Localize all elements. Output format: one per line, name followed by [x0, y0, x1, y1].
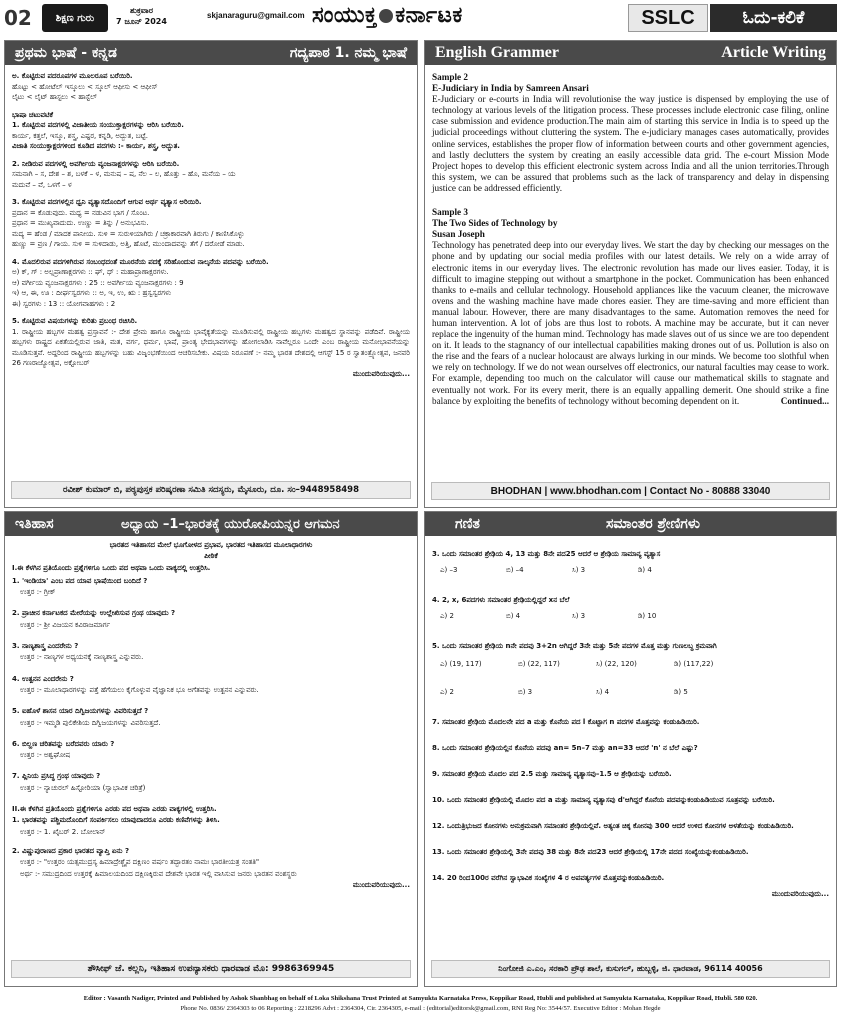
kn-line: 3. ಕೊಟ್ಟಿರುವ ಪದಗಳಲ್ಲಿನ ಧ್ವನಿ ವ್ಯತ್ಯಾಸದೊಂದಿಗೆ ಆಗುವ ಅರ್ಥ ವ್ಯತ್ಯಾಸ ಅರಿಯಿರಿ. [12, 198, 202, 206]
math-header-left: ಗಣಿತ [455, 516, 480, 532]
option: ಬಿ) 3 [518, 688, 533, 696]
option: ಡಿ) 10 [638, 612, 657, 620]
kannada-content [12, 71, 410, 379]
option: ಡಿ) (117,22) [674, 660, 714, 668]
english-header-right: Article Writing [721, 44, 826, 61]
history-author-footer: ತೌಸೀಫ್ ಜೆ. ಕಲ್ಲನಿ, ಇತಿಹಾಸ ಉಪನ್ಯಾಸಕರು ಧಾರವಾಡ ಮೊ: 9986369945 [11, 960, 411, 978]
sample3-author: Susan Joseph [432, 229, 485, 240]
section-badge: ಓದು-ಕಲಿಕೆ [710, 4, 837, 32]
answer: ಉತ್ತರ :- "ಉತ್ತರಂ ಯತ್ಸಮುದ್ರಸ್ಯ ಹಿಮಾದ್ರೇಶ್ಚೈವ ದಕ್ಷಿಣಂ ವರ್ಷಂ ತದ್ಭಾರತಂ ನಾಮಃ ಭಾರತೀಯತ್ರ ಸಂತತಿ" [20, 858, 260, 867]
kannada-continued: ಮುಂದುವರಿಯುವುದು... [352, 369, 410, 378]
history-header-left: ಇತಿಹಾಸ [15, 516, 54, 532]
math-question: 8. ಒಂದು ಸಮಾಂತರ ಶ್ರೇಢಿಯಲ್ಲಿನ ಕೊನೆಯ ಪದವು an= 5n–7 ಮತ್ತು an=33 ಆದರೆ 'n' ನ ಬೆಲೆ ಎಷ್ಟು? [432, 744, 698, 752]
answer: ಉತ್ತರ :- ಶ್ರೀ ವಿಜಯನ ಕವಿರಾಜಮಾರ್ಗ [20, 620, 111, 629]
english-continued: Continued... [780, 395, 829, 406]
newspaper-name [312, 3, 463, 28]
paper-name-left: ಸಂಯುಕ್ತ [312, 3, 378, 28]
imprint-line-1: Editor : Vasanth Nadiger, Printed and Published by Ashok Shanbhag on behalf of Loka Shikshana Trust Printed at Samyukta Karnataka Press, Koppikar Road, Hubli and published at Samyukta Karnataka, Koppikar Road, Hubli. 580 020. [83, 995, 758, 1002]
math-author-footer: ನಿಂಗೋಜಿ ಎ.ಎಂ, ಸರಕಾರಿ ಪ್ರೌಢ ಶಾಲೆ, ಕುಸುಗಲ್, ಹುಬ್ಬಳ್ಳಿ, ಜಿ. ಧಾರವಾಡ, 96114 40056 [431, 960, 830, 978]
kn-line: ಇ) ಆ, ಈ, ಊ : ದೀರ್ಘಸ್ವರಗಳು :: ಅ, ಇ, ಉ, ಋ : ಹ್ರಸ್ವಸ್ವರಗಳು [12, 289, 172, 297]
history-content [12, 540, 410, 891]
kn-line: ಕಾರ್ಯ, ಕತ್ತಲೆ, ಇಸ್ಕೂ, ಶಸ್ತ್ರ, ಎಷ್ಟರ, ಕನ್ನಡಿ, ಅದ್ಭುತ, ಬಟ್ಟೆ. [12, 131, 148, 140]
math-question: 7. ಸಮಾಂತರ ಶ್ರೇಢಿಯ ಮೊದಲನೇ ಪದ a ಮತ್ತು ಕೊನೆಯ ಪದ l ಕೊಟ್ಟಾಗ n ಪದಗಳ ಮೊತ್ತವನ್ನು ಕಂಡುಹಿಡಿಯಿರಿ. [432, 718, 700, 726]
imprint [0, 994, 841, 1014]
question: 7. ಪ್ಲಿನಿಯ ಪ್ರಸಿದ್ಧ ಗ್ರಂಥ ಯಾವುದು ? [12, 772, 101, 781]
option: ಡಿ) 4 [638, 566, 652, 574]
option: ಸಿ) 4 [596, 688, 610, 696]
date-label: 7 ಜೂನ್ 2024 [116, 17, 167, 26]
math-question: 5. ಒಂದು ಸಮಾಂತರ ಶ್ರೇಢಿಯ nನೇ ಪದವು 3+2n ಆಗಿದ್ದರೆ 3ನೇ ಮತ್ತು 5ನೇ ಪದಗಳ ಮೊತ್ತ ಮತ್ತು ಗುಣಲಬ್ಧ ಕ್ರಮವಾಗಿ [432, 642, 717, 650]
question: 2. ಪ್ರಾಚೀನ ಕರ್ನಾಟಕದ ಮೇರೆಯನ್ನು ಉಲ್ಲೇಖಿಸುವ ಗ್ರಂಥ ಯಾವುದು ? [12, 609, 176, 618]
kannada-author-footer: ರವೀಶ್ ಕುಮಾರ್ ಬಿ, ಪಠ್ಯಪುಸ್ತಕ ಪರಿಷ್ಕರಣಾ ಸಮಿತಿ ಸದಸ್ಯರು, ಮೈಸೂರು, ದೂ. ಸಂ–9448958498 [11, 481, 411, 499]
math-question: 12. ಒಂದುತ್ರಿಭುಜದ ಕೋನಗಳು ಅನುಕ್ರಮವಾಗಿ ಸಮಾಂತರ ಶ್ರೇಢಿಯಲ್ಲಿವೆ. ಅತ್ಯಂತ ಚಿಕ್ಕ ಕೋನವು 300 ಆದರೆ ಉಳಿದ ಕೋನಗಳ ಅಳತೆಯನ್ನು ಕಂಡುಹಿಡಿಯಿರಿ. [432, 822, 794, 830]
answer: ಉತ್ತರ :- ನಾಣ್ಯಗಳ ಅಧ್ಯಯನಕ್ಕೆ ನಾಣ್ಯಶಾಸ್ತ್ರ ಎನ್ನುವರು. [20, 653, 144, 662]
day-label: ಶುಕ್ರವಾರ [129, 6, 153, 15]
shikshana-guru-logo: ಶಿಕ್ಷಣ ಗುರು [42, 4, 108, 32]
kn-line: ಹುಣ್ಣು = ವ್ರಣ / ಗಾಯ. ಸುಳಿ = ಸುಳಿದಾಡು, ಅತ್ತಿ, ಹೊಟೆ, ಮುಂದಾದವನ್ನು ತೆಗೆ / ದರೋಡೆ ಮಾಡು. [12, 240, 245, 248]
sample2-title: Sample 2 [432, 72, 468, 82]
sslc-badge: SSLC [628, 4, 708, 32]
option: ಎ) 2 [440, 612, 454, 620]
english-header-left: English Grammer [435, 44, 559, 61]
math-header [425, 512, 836, 536]
history-section2: II.ಈ ಕೆಳಗಿನ ಪ್ರತಿಯೊಂದು ಪ್ರಶ್ನೆಗಳಿಗೂ ಎರಡು ಪದ ಅಥವಾ ಎರಡು ವಾಕ್ಯಗಳಲ್ಲಿ ಉತ್ತರಿಸಿ. [12, 805, 217, 814]
option: ಎ) 2 [440, 688, 454, 696]
option: ಬಿ) –4 [506, 566, 524, 574]
history-header [5, 512, 417, 536]
answer: ಉತ್ತರ :- 1. ಖೈಬರ್ 2. ಬೋಲಾನ್ [20, 827, 106, 836]
page-number: 02 [4, 6, 32, 30]
kn-line: 4. ಮೊದಲಿರುವ ಪದಗಳಿಗಿರುವ ಸಂಬಂಧದಂತೆ ಮೂರನೆಯ ಪದಕ್ಕೆ ಸರಿಹೊಂದುವ ನಾಲ್ಕನೆಯ ಪದವನ್ನು ಬರೆಯಿರಿ. [12, 257, 269, 266]
kn-line: ಮದ್ಯ = ಹೆಂಡ / ಮಾದಕ ಪಾನೀಯ. ಸುಳಿ = ಸುರುಳಿಯಾಗಿರು / ಚಕ್ರಾಕಾರವಾಗಿ ತಿರುಗು / ಕಾಣಿಸಿಕೊಳ್ಳು [12, 229, 245, 238]
history-section1: I.ಈ ಕೆಳಗಿನ ಪ್ರತಿಯೊಂದು ಪ್ರಶ್ನೆಗಳಿಗೂ ಒಂದು ಪದ ಅಥವಾ ಒಂದು ವಾಕ್ಯದಲ್ಲಿ ಉತ್ತರಿಸಿ. [12, 563, 211, 572]
answer: ಉತ್ತರ :- ಅಶ್ವಘೋಷ [20, 751, 71, 760]
kn-line: ಪ್ರದಾನ = ಕೊಡುವುದು. ಮಧ್ಯ = ನಡುವಿನ ಭಾಗ / ಸೊಂಟ. [12, 208, 150, 217]
math-options [432, 658, 829, 670]
kn-line: 5. ಕೊಟ್ಟಿರುವ ವಿಷಯಗಳನ್ನು ಕುರಿತು ಪ್ರಬಂಧ ರಚಿಸಿರಿ. [12, 317, 138, 325]
math-header-right: ಸಮಾಂತರ ಶ್ರೇಣಿಗಳು [605, 516, 700, 532]
option: ಬಿ) 4 [506, 612, 521, 620]
answer-meaning: ಅರ್ಥ :- ಸಮುದ್ರದಿಂದ ಉತ್ತರಕ್ಕೆ ಹಿಮಾಲಯದಿಂದ ದಕ್ಷಿಣಕ್ಕಿರುವ ದೇಶವೇ ಭಾರತ ಇಲ್ಲಿ ವಾಸಿಸುವ ಜನರು ಭಾರತನ ವಂಶಸ್ಥರು [20, 869, 297, 878]
date-block [116, 5, 167, 27]
option: ಬಿ) (22, 117) [518, 660, 560, 668]
math-options [432, 610, 829, 622]
english-panel [424, 40, 837, 508]
math-options [432, 564, 829, 576]
kn-line: ಹೊಟ್ಟು < ಹೋಟೆಲ್ ಇಸ್ಕೂಲು < ಸ್ಕೂಲ್ ಆಫೀಸು < ಆಫೀಸ್ [12, 82, 158, 91]
question: 1. 'ಇಂಡಿಯಾ' ಎಂಬ ಪದ ಯಾವ ಭಾಷೆಯಿಂದ ಬಂದಿದೆ ? [12, 576, 148, 585]
question: 5. ಐಹೊಳೆ ಶಾಸನ ಯಾರ ದಿಗ್ವಿಜಯಗಳನ್ನು ವಿವರಿಸುತ್ತದೆ ? [12, 707, 149, 716]
english-header [425, 41, 836, 65]
history-intro2: ಪೀಠಿಕೆ [204, 552, 218, 561]
english-content [432, 72, 829, 407]
history-panel [4, 511, 418, 987]
history-header-right: ಅಧ್ಯಾಯ –1–ಭಾರತಕ್ಕೆ ಯುರೋಪಿಯನ್ನರ ಆಗಮನ [121, 516, 340, 532]
math-question: 4. 2, x, 6ಪದಗಳು ಸಮಾಂತರ ಶ್ರೇಢಿಯಲ್ಲಿದ್ದರೆ xನ ಬೆಲೆ [432, 596, 570, 604]
sample3-heading: The Two Sides of Technology by [432, 218, 558, 229]
answer: ಉತ್ತರ :- ಗ್ರೀಕ್ [20, 588, 56, 597]
kannada-header-left: ಪ್ರಥಮ ಭಾಷೆ - ಕನ್ನಡ [15, 45, 117, 61]
kn-line: ವಿಜಾತಿ ಸಂಯುಕ್ತಾಕ್ಷರಗಳಿಂದ ಕೂಡಿದ ಪದಗಳು :- ಕಾರ್ಯ, ಶಸ್ತ್ರ, ಅದ್ಭುತ. [12, 142, 180, 150]
imprint-line-2: Phone No. 0836/ 2364303 to 06 Reporting : 2218296 Advt : 2364304, Cir. 2364305, e-mail : (editorial)editorsk@gmail.com, RNI Reg No: 3544/57. Executive Editor : Mohan Hegde [180, 1005, 661, 1012]
option: ಸಿ) (22, 120) [596, 660, 637, 668]
emblem-icon [379, 9, 393, 23]
masthead [0, 0, 841, 36]
question: 4. ಉತ್ಖನನ ಎಂದರೇನು ? [12, 674, 74, 683]
email-label: skjanaraguru@gmail.com [207, 11, 305, 20]
kn-line: 2. ನೀಡಿರುವ ಪದಗಳಲ್ಲಿ ಅವರ್ಗೀಯ ವ್ಯಂಜನಾಕ್ಷರಗಳನ್ನು ಆರಿಸಿ ಬರೆಯಿರಿ. [12, 159, 180, 168]
kn-line: ಆ) ವರ್ಗೀಯ ವ್ಯಂಜನಾಕ್ಷರಗಳು : 25 :: ಅವರ್ಗೀಯ ವ್ಯಂಜನಾಕ್ಷರಗಳು : 9 [12, 278, 184, 287]
option: ಎ) –3 [440, 566, 458, 574]
math-panel [424, 511, 837, 987]
kannada-header-right: ಗದ್ಯಪಾಠ 1. ನಮ್ಮ ಭಾಷೆ [289, 45, 407, 61]
math-continued: ಮುಂದುವರಿಯುವುದು... [771, 890, 829, 898]
math-content [432, 548, 829, 900]
math-question: 13. ಒಂದು ಸಮಾಂತರ ಶ್ರೇಢಿಯಲ್ಲಿ 3ನೇ ಪದವು 38 ಮತ್ತು 8ನೇ ಪದ23 ಆದರೆ ಶ್ರೇಢಿಯಲ್ಲಿ 17ನೇ ಪದದ ಸಂಖ್ಯೆಯನ್ನುಕಂಡುಹಿಡಿಯಿರಿ. [432, 848, 749, 856]
kn-line: ಭಾಷಾ ಚಟುವಟಿಕೆ [12, 110, 53, 119]
question: 2. ವಿಷ್ಣುಪುರಾಣದ ಪ್ರಕಾರ ಭಾರತದ ವ್ಯಾಪ್ತಿ ಏನು ? [12, 846, 130, 855]
option: ಡಿ) 5 [674, 688, 688, 696]
option: ಸಿ) 3 [572, 566, 586, 574]
option: ಸಿ) 3 [572, 612, 586, 620]
sample2-heading: E-Judiciary in India by Samreen Ansari [432, 83, 589, 94]
question: 1. ಭಾರತವನ್ನು ಪಶ್ಚಿಮದೊಂದಿಗೆ ಸಂಪರ್ಕಿಸಲು ಯಾವುದಾದರೂ ಎರಡು ಕಣಿವೆಗಳನ್ನು ತಿಳಿಸಿ. [12, 816, 220, 825]
kn-line: ಅ) ಕ್, ಗ್ : ಅಲ್ಪಪ್ರಾಣಾಕ್ಷರಗಳು :: ಘ್, ಧ್ : ಮಹಾಪ್ರಾಣಾಕ್ಷರಗಳು. [12, 268, 169, 276]
sample3-title: Sample 3 [432, 207, 468, 218]
kn-line: ಪ್ರಧಾನ = ಮುಖ್ಯವಾದುದು. ಉಣ್ಣು = ತಿನ್ನು / ಅನುಭವಿಸು. [12, 219, 149, 227]
kannada-panel [4, 40, 418, 508]
answer: ಉತ್ತರ :- ನ್ಯಾಚುರಲ್ ಹಿಸ್ಟೋರಿಯಾ (ಸ್ವಾಭಾವಿಕ ಚರಿತ್ರೆ) [20, 783, 146, 792]
kn-line: ಈ) ಸ್ವರಗಳು : 13 :: ಯೋಗವಾಹಗಳು : 2 [12, 299, 116, 308]
math-question: 9. ಸಮಾಂತರ ಶ್ರೇಢಿಯ ಮೊದಲ ಪದ 2.5 ಮತ್ತು ಸಾಮಾನ್ಯ ವ್ಯತ್ಯಾಸವು–1.5 ಆ ಶ್ರೇಢಿಯನ್ನು ಬರೆಯಿರಿ. [432, 770, 672, 778]
math-options [432, 686, 829, 698]
answer: ಉತ್ತರ :- ಮೂಲಾಧಾರಗಳನ್ನು ಪತ್ತೆ ಹೆಗೆಯಲು ಕೈಗೊಳ್ಳುವ ವೈಜ್ಞಾನಿಕ ಭೂ ಅಗೆತವನ್ನು ಉತ್ಖನನ ಎನ್ನುವರು. [20, 685, 259, 694]
sample3-body: Technology has penetrated deep into our everyday lives. We start the day by checking our messages on the phone and by updating our social media profiles with our latest details. We rely on a wide array of electronic items in our everyday lives. The electronic revolution has made our lives easier. Today, it is difficult to imagine stepping out without a smartphone in the pocket. Communication has been enhanced thanks to e-mails and cellular technology. Household appliances like the vacuum cleaner, the microwave ovens and the washing machine have made chores easier. They are time-saving and more efficient than manual labour. However, there are many disadvantages to the same. Automation removes the need for human intervention. A lot of jobs are thus lost to robots. A machine may be accurate, but it can never replace the ingenuity of the human mind. Technology has made slaves out of us since we are too dependent on it. It leads to the stagnancy of our intellectual capabilities making drones out of us. Pollution is also on the rise and the fears of a nuclear holocaust are always lurking in our minds. We become too slothful when we rely on technology. If we do not wean ourselves off electronics, our natural faculties may cease to work. For example, depending too much on the calculator will cause our mathematical skills to stagnate and eventually not work. For its every merit, there is an equally appalling demerit. One should strike a fine balance by exploiting the benefits of technology without becoming dependent on it. [432, 240, 829, 406]
history-continued: ಮುಂದುವರಿಯುವುದು... [352, 880, 410, 889]
option: ಎ) (19, 117) [440, 660, 482, 668]
math-question: 14. 20 ರಿಂದ100ರ ವರೆಗಿನ ಸ್ವಾಭಾವಿಕ ಸಂಖ್ಯೆಗಳ 4 ರ ಅಪವರ್ತ್ಯಗಳ ಮೊತ್ತವನ್ನುಕಂಡುಹಿಡಿಯಿರಿ. [432, 874, 665, 882]
english-footer: BHODHAN | www.bhodhan.com | Contact No - 80888 33040 [431, 482, 830, 500]
kn-line: ಅ. ಕೊಟ್ಟಿರುವ ಪದರೂಪಗಳ ಮೂಲರೂಪ ಬರೆಯಿರಿ. [12, 72, 133, 80]
history-intro: ಭಾರತದ ಇತಿಹಾಸದ ಮೇಲೆ ಭೂಗೋಳದ ಪ್ರಭಾವ, ಭಾರತದ ಇತಿಹಾಸದ ಮೂಲಾಧಾರಗಳು [109, 541, 313, 549]
question: 3. ನಾಣ್ಯಶಾಸ್ತ್ರ ಎಂದರೇನು ? [12, 642, 79, 651]
paper-name-right: ಕರ್ನಾಟಕ [395, 3, 463, 28]
kn-line: ಲೈಟು < ಲೈಟ್ ಹಾಸ್ಟಲು < ಹಾಸ್ಟೆಲ್ [12, 93, 97, 101]
answer: ಉತ್ತರ :- ಇಮ್ಮಡಿ ಪುಲಿಕೇಶಿಯ ದಿಗ್ವಿಜಯಗಳನ್ನು ವಿವರಿಸುತ್ತದೆ. [20, 718, 161, 727]
question: 6. ಬಿಲ್ಹಣ ಚರಿತವನ್ನು ಬರೆದವರು ಯಾರು ? [12, 739, 115, 748]
kannada-header [5, 41, 417, 65]
math-question: 3. ಒಂದು ಸಮಾಂತರ ಶ್ರೇಢಿಯ 4, 13 ಮತ್ತು 8ನೇ ಪದ25 ಆದರೆ ಆ ಶ್ರೇಢಿಯ ಸಾಮಾನ್ಯ ವ್ಯತ್ಯಾಸ [432, 550, 661, 558]
kn-line: ಸಮನಾಗಿ – ಸ, ದೇಶ – ಶ, ಬಳಕೆ – ಳ, ಮನುಷ – ಷ, ನೆಲ – ಲ, ಹೊತ್ತು – ಹೊ, ಮನೆಯ – ಯ [12, 170, 236, 178]
sample2-body: E-Judiciary or e-courts in India will revolutionise the way justice is dispensed by employing the use of technology at various levels of the litigation process. These processes include electronic case filing, online case submission and evidence production.The main aim of starting this service in India is to speed up the judicial proceedings without cluttering the system. The e-judiciary manages cases automatically, provides online services, establishes the proper flow of information between courts and other government agencies, and lastly declutters the system by creating an easily accessible data grid. The e-court Mission Mode Project hopes to develop this efficient electronic system across India and all the union territories.Through this system, we can be assured that problems such as the lack of transparency and delay in dispensing justice can be addressed efficiently. [432, 94, 829, 193]
math-question: 10. ಒಂದು ಸಮಾಂತರ ಶ್ರೇಢಿಯಲ್ಲಿ ಮೊದಲ ಪದ a ಮತ್ತು ಸಾಮಾನ್ಯ ವ್ಯತ್ಯಾಸವು d'ಆಗಿದ್ದರೆ ಕೊನೆಯ ಪದವನ್ನುಕಂಡುಹಿಡಿಯುವ ಸೂತ್ರವನ್ನು ಬರೆಯಿರಿ. [432, 796, 775, 804]
kn-essay: 1. ರಾಷ್ಟ್ರೀಯ ಹಬ್ಬಗಳ ಮಹತ್ವ ಪ್ರಸ್ತಾವನೆ :- ದೇಶ ಪ್ರೇಮ ಹಾಗೂ ರಾಷ್ಟ್ರೀಯ ಭಾವೈಕ್ಯತೆಯನ್ನು ಮೂಡಿಸುವಲ್ಲಿ ರಾಷ್ಟ್ರೀಯ ಹಬ್ಬಗಳು ಮಹತ್ವದ ಸ್ಥಾನವನ್ನು ಪಡೆದಿವೆ. ರಾಷ್ಟ್ರೀಯ ಹಬ್ಬಗಳು ರಾಷ್ಟ್ರದ ಏಕತೆಯಲ್ಲಿರುವ ಜಾತಿ, ಮತ, ವರ್ಗ, ಧರ್ಮ, ಭಾಷೆ, ಪ್ರಾಂತ್ಯ ಭೇದಭಾವಗಳನ್ನು ಹೋಗಲಾಡಿಸಿ ನಾವೆಲ್ಲರೂ ಒಂದೇ ಎಂಬ ರಾಷ್ಟ್ರೀಯ ಮನೋಭಾವನೆಯನ್ನು ಮೂಡಿಸುತ್ತವೆ. ಅದ್ದರಿಂದ ರಾಷ್ಟ್ರೀಯ ಹಬ್ಬಗಳನ್ನು ಬಹು ವಿಜೃಂಭಣೆಯಿಂದ ಆಚರಿಸಬೇಕು. ವಿಷಯ ನಿರೂಪಣೆ :- ನಮ್ಮ ಭಾರತ ದೇಶದಲ್ಲಿ ಆಗಸ್ಟ್ 15 ರ ಸ್ವಾತಂತ್ರ್ಯೋತ್ಸವ, ಜನವರಿ 26 ಗಣರಾಜ್ಯೋತ್ಸವ, ಅಕ್ಟೋಬರ್ [12, 327, 410, 367]
kn-line: 1. ಕೊಟ್ಟಿರುವ ಪದಗಳಲ್ಲಿ ವಿಜಾತೀಯ ಸಂಯುಕ್ತಾಕ್ಷರಗಳನ್ನು ಆರಿಸಿ ಬರೆಯಿರಿ. [12, 121, 184, 129]
kn-line: ಮದುವೆ – ವೆ, ಒಳಗೆ – ಳ [12, 180, 72, 189]
